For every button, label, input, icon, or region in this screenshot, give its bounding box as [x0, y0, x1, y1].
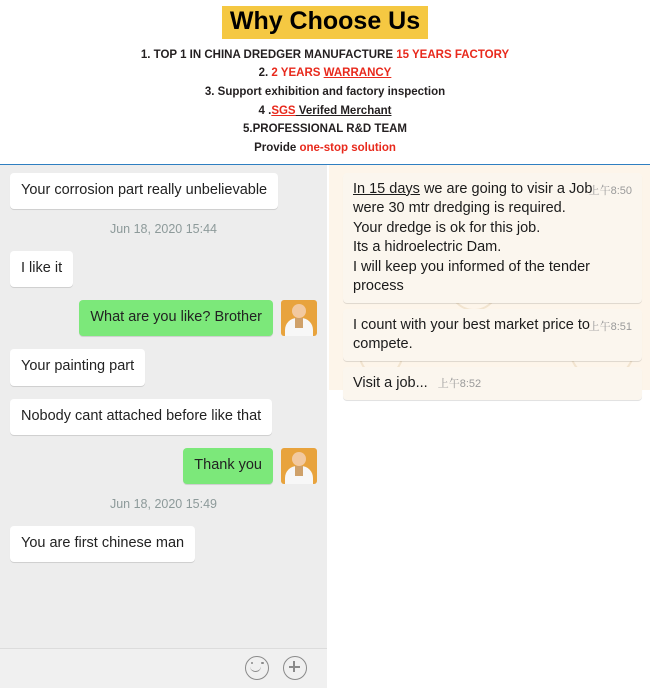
selling-point-line [0, 46, 650, 65]
selling-point-text: 5.PROFESSIONAL R&D TEAM [243, 123, 407, 136]
incoming-message-bubble[interactable] [343, 173, 642, 303]
message-text-line: were 30 mtr dredging is required. [353, 200, 566, 217]
incoming-message-bubble[interactable]: You are first chinese man [10, 526, 195, 562]
selling-point-text: Verifed Merchant [295, 104, 392, 117]
chat-message-row [10, 251, 317, 287]
message-text-line: I will keep you informed of the tender [353, 258, 590, 275]
selling-point-line [0, 139, 650, 158]
selling-point-text: Provide [254, 141, 300, 154]
selling-point-line [0, 83, 650, 102]
message-text-line: I count with your best market price to [353, 316, 590, 333]
incoming-message-bubble[interactable]: Your corrosion part really unbelievable [10, 173, 278, 209]
selling-point-text: 2 YEARS [271, 67, 324, 80]
right-message-list [329, 165, 650, 400]
selling-point-text: WARRANCY [323, 67, 392, 80]
message-text-line: Your dredge is ok for this job. [353, 219, 541, 236]
avatar-head [292, 452, 306, 466]
chat-message-row [10, 173, 317, 209]
message-text [353, 180, 632, 297]
selling-point-line [0, 102, 650, 121]
plus-icon[interactable] [283, 656, 307, 680]
avatar-collar [295, 466, 303, 476]
avatar-head [292, 304, 306, 318]
page-title: Why Choose Us [222, 6, 428, 39]
chat-daystamp: Jun 18, 2020 15:49 [109, 497, 218, 512]
message-text [353, 374, 632, 394]
message-text-line: In 15 days we are going to visir a Job [353, 180, 593, 197]
selling-point-text: SGS [271, 104, 296, 117]
message-text-line: Visit a job... 上午8:52 [353, 375, 482, 391]
incoming-message-bubble[interactable]: Nobody cant attached before like that [10, 399, 272, 435]
avatar-collar [295, 318, 303, 328]
selling-point-line [0, 64, 650, 83]
outgoing-message-bubble[interactable]: What are you like? Brother [79, 300, 273, 336]
message-text-line: Its a hidroelectric Dam. [353, 239, 502, 256]
selling-points-list [0, 46, 650, 158]
selling-point-text: 1. TOP 1 IN CHINA DREDGER MANUFACTURE [140, 48, 397, 61]
chat-message-row [10, 448, 317, 484]
left-chat-panel [0, 165, 327, 688]
message-text-underlined: In 15 days [353, 180, 420, 197]
incoming-message-bubble[interactable] [343, 367, 642, 400]
message-timestamp: 上午8:52 [437, 378, 482, 390]
right-chat-panel [329, 165, 650, 688]
emoji-mouth [250, 666, 261, 672]
message-composer [0, 648, 327, 688]
emoji-icon[interactable] [245, 656, 269, 680]
message-text-line: compete. [353, 336, 413, 353]
message-text-line: process [353, 278, 404, 295]
incoming-message-bubble[interactable]: I like it [10, 251, 73, 287]
chat-message-row [10, 399, 317, 435]
message-timestamp: 上午8:50 [588, 184, 632, 197]
chat-message-row [10, 300, 317, 336]
selling-point-line [0, 120, 650, 139]
selling-point-text: 15 YEARS FACTORY [396, 48, 510, 61]
chat-message-row [10, 526, 317, 562]
avatar[interactable] [281, 300, 317, 336]
selling-point-text: 2. [258, 67, 272, 80]
outgoing-message-bubble[interactable]: Thank you [183, 448, 273, 484]
plus-horizontal-bar [289, 666, 300, 668]
avatar[interactable] [281, 448, 317, 484]
left-message-list [0, 165, 327, 563]
chat-message-row [10, 349, 317, 385]
incoming-message-bubble[interactable]: Your painting part [10, 349, 145, 385]
chat-daystamp: Jun 18, 2020 15:44 [109, 221, 218, 236]
selling-point-text: 4 . [258, 104, 272, 117]
message-timestamp: 上午8:51 [588, 320, 632, 333]
incoming-message-bubble[interactable] [343, 309, 642, 361]
selling-point-text: 3. Support exhibition and factory inspection [204, 86, 446, 98]
selling-point-text: one-stop solution [299, 141, 396, 154]
promo-header [0, 0, 650, 158]
chat-area [0, 164, 650, 687]
